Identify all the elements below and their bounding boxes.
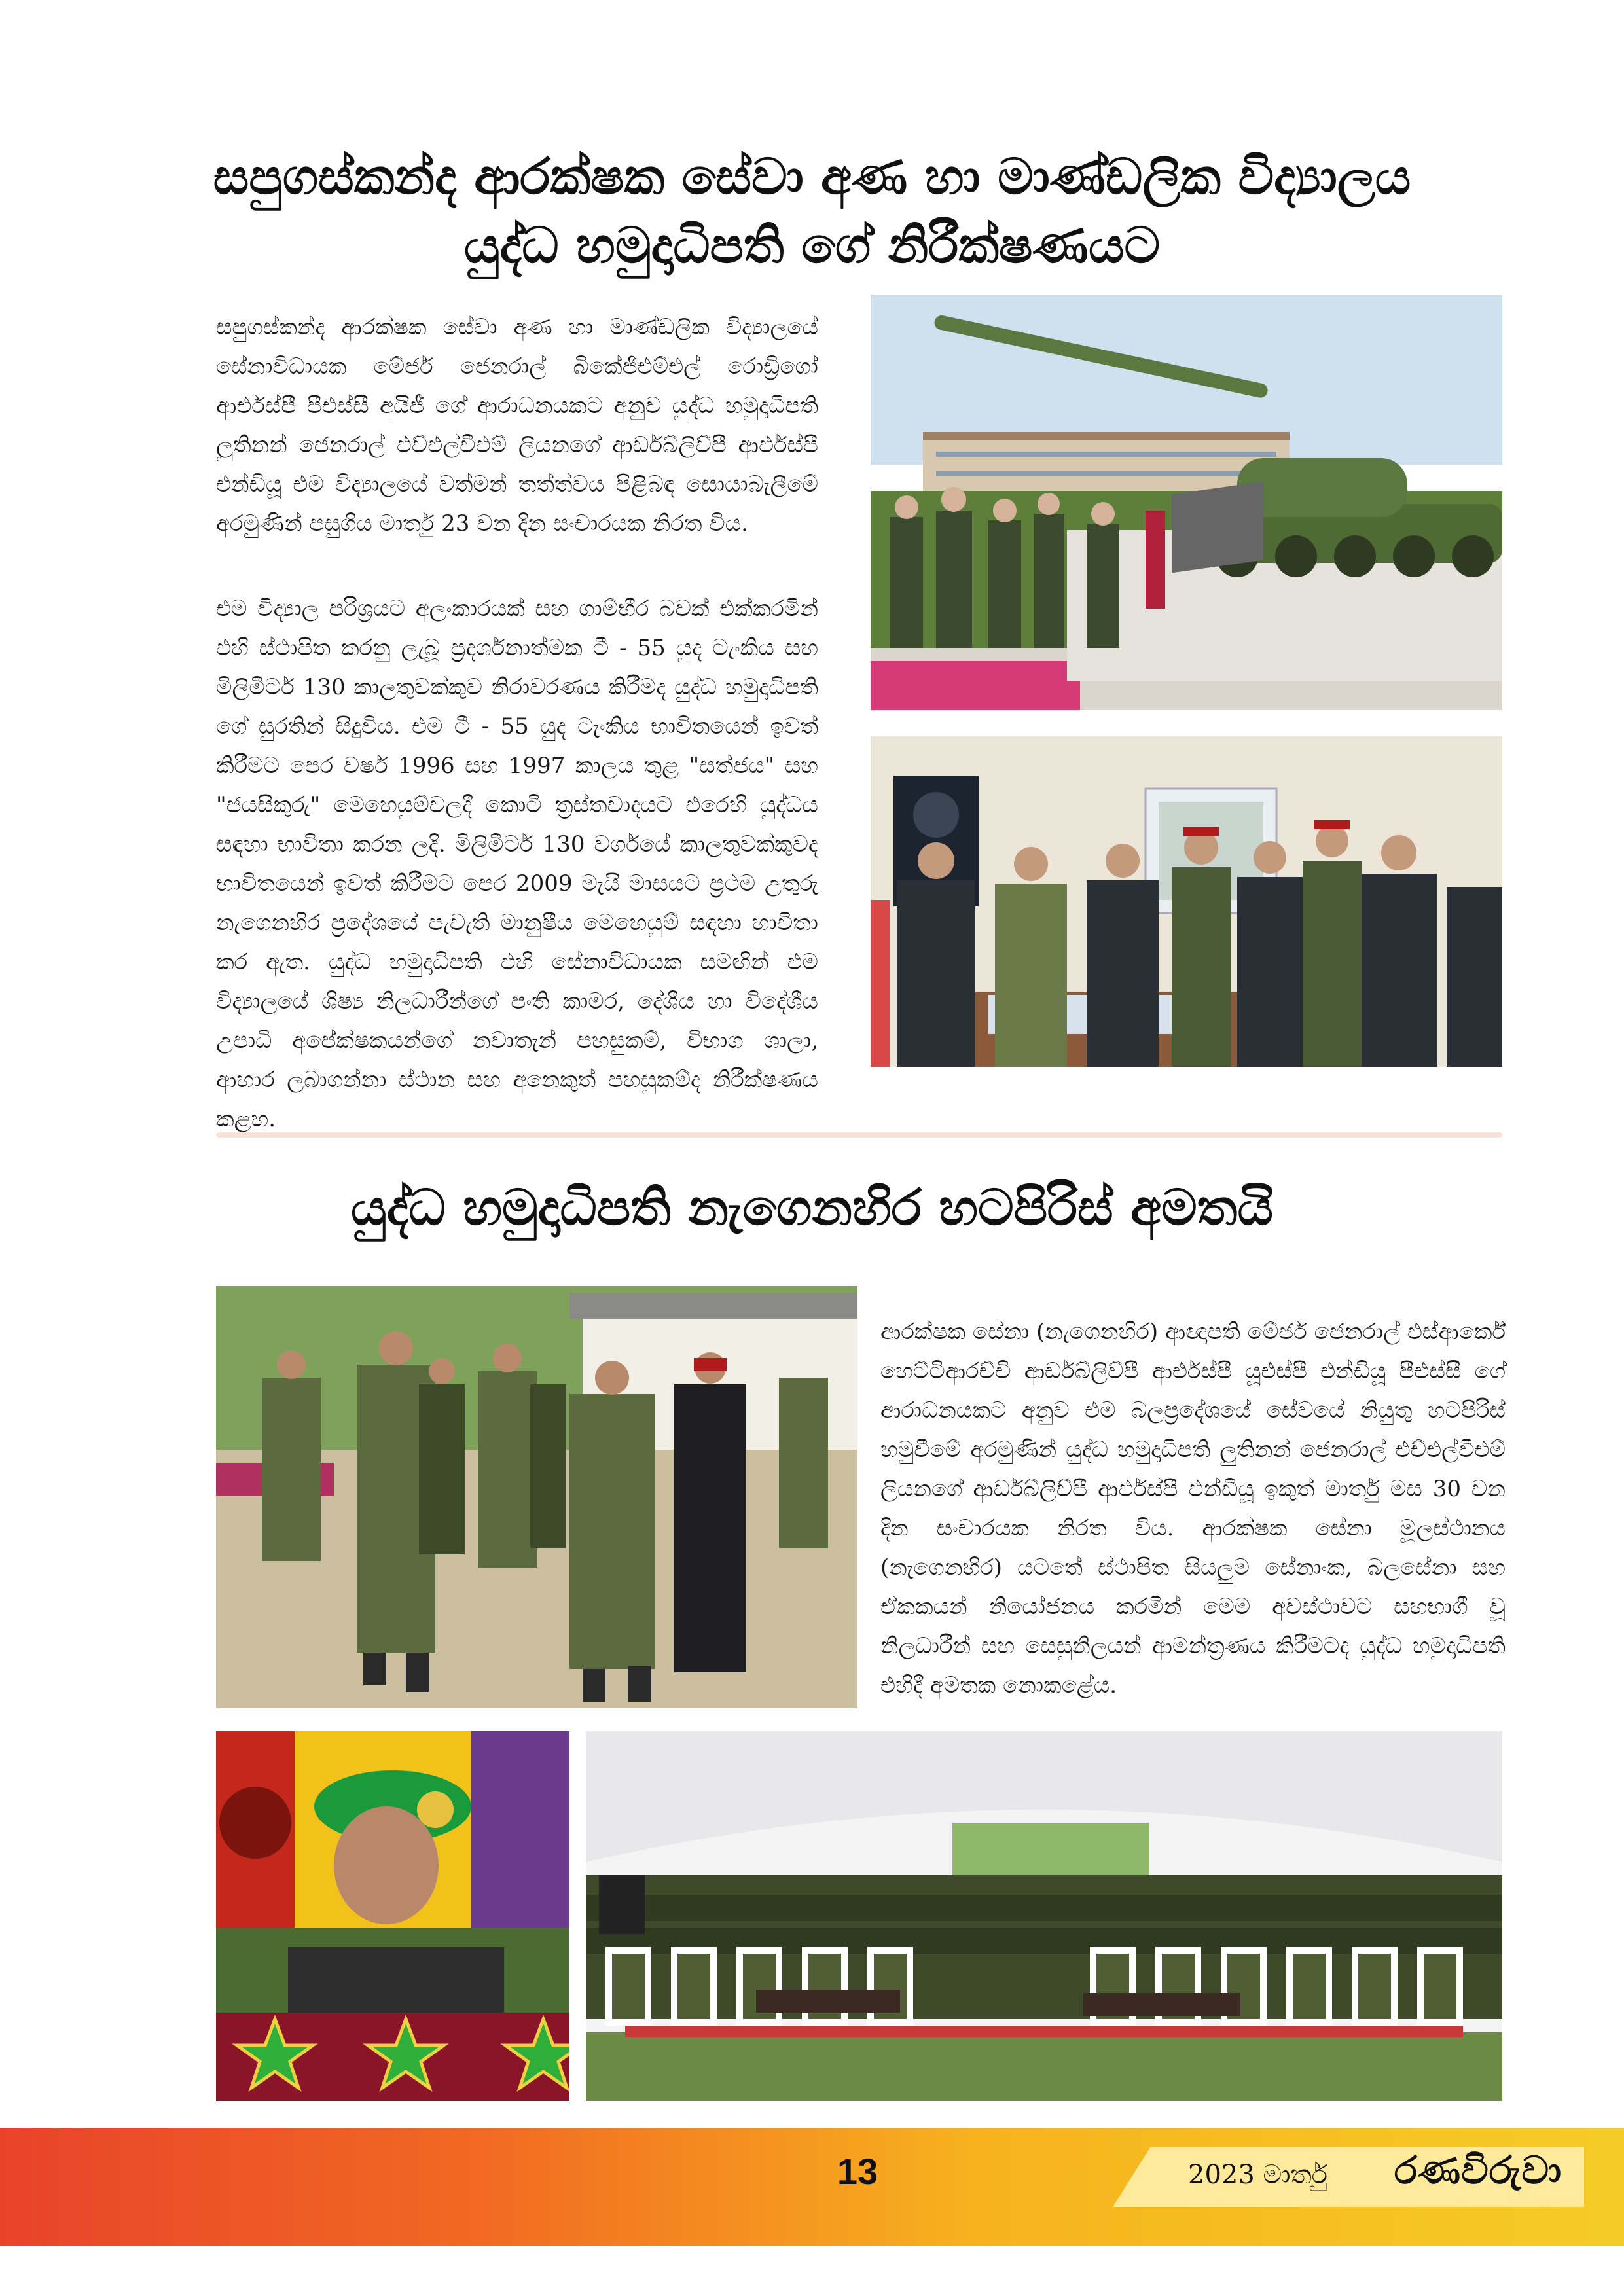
article2-title: යුද්ධ හමුදාධිපති නැගෙනහිර හටපිරිස් අමතයි — [351, 1178, 1273, 1236]
page-number: 13 — [837, 2151, 878, 2192]
article1-title-line2: යුද්ධ හමුදාධිපති ගේ නිරීක්ෂණයට — [463, 216, 1161, 274]
article1-paragraph2: එම විද්‍යාල පරිශ්‍රයට අලංකාරයක් සහ ගාම්භීර බවක් එක්කරමින් එහි ස්ථාපිත කරනු ලැබූ ප්‍රදර්ශනාත්මක ටී - 55 යුද ටැංකිය සහ මිලිමීටර් 130 කාලතුවක්කුව නිරාවරණය කිරීමද යුද්ධ හමුදාධිපති ගේ සුරතින් සිදුවිය. එම ටී - 55 යුද ටැංකිය භාවිතයෙන් ඉවත් කිරීමට පෙර වර්ෂ 1996 සහ 1997 කාලය තුළ "සත්ජය" සහ "ජයසිකුරු" මෙහෙයුම්වලදී කොටි ත්‍රස්තවාදයට එරෙහි යුද්ධය සඳහා භාවිතා කරන ලදි. මිලිමීටර් 130 වර්ගයේ කාලතුවක්කුවද භාවිතයෙන් ඉවත් කිරීමට පෙර 2009 මැයි මාසයට ප්‍රථම උතුරු නැගෙනහිර ප්‍රදේශයේ පැවැති මානුෂීය මෙහෙයුම් සඳහා භාවිතා කර ඇත. යුද්ධ හමුදාධිපති එහි සේනාවිධායක සමඟින් එම විද්‍යාලයේ ශිෂ්‍ය නිලධාරීන්ගේ පංති කාමර, දේශීය හා විදේශීය උපාධි අපේක්ෂකයන්ගේ නවාතැන් පහසුකම්, විභාග ශාලා, ආහාර ලබාගන්නා ස්ථාන සහ අනෙකුත් පහසුකම්ද නිරීක්ෂණය කළහ. — [216, 596, 818, 1132]
commander-speech-photo — [216, 1731, 569, 2101]
tank-unveiling-photo — [871, 295, 1502, 710]
section-divider — [216, 1132, 1502, 1138]
troops-assembly-photo — [586, 1731, 1502, 2101]
commander-arrival-photo — [216, 1286, 857, 1708]
article1-paragraph1: සපුගස්කන්ද ආරක්ෂක සේවා අණ හා මාණ්ඩලික විද්‍යාලයේ සේනාවිධායක මේජර් ජෙනරාල් බිකේජිඑම්එල් රොඩ්‍රිගෝ ආර්එස්පී පීඑස්සී අයිජී ගේ ආරාධනයකට අනුව යුද්ධ හමුදාධිපති ලුතිනන් ජෙනරාල් එච්එල්වීඑම් ලියනගේ ආර්ඩබ්ලිව්පී ආර්එස්පී එන්ඩියූ එම විද්‍යාලයේ වත්මන් තත්ත්වය පිළිබඳ සොයාබැලීමේ අරමුණින් පසුගිය මාර්තු 23 වන දින සංචාරයක නිරත විය. — [216, 314, 818, 537]
magazine-logo: රණවිරුවා — [1394, 2148, 1562, 2193]
issue-date: 2023 මාර්තු — [1188, 2160, 1328, 2190]
article1-title-line1: සපුගස්කන්ද ආරක්ෂක සේවා අණ හා මාණ්ඩලික විද්‍යාලය — [213, 147, 1411, 206]
article2-paragraph1: ආරක්ෂක සේනා (නැගෙනහිර) ආඥාපති මේජර් ජෙනරාල් එස්ආර්කේ හෙට්ටිආරච්චි ආර්ඩබ්ලිව්පී ආර්එස්පී යූඑස්පී එන්ඩියූ පීඑස්සී ගේ ආරාධනයකට අනුව එම බලප්‍රදේශයේ සේවයේ නියුතු හටපිරිස් හමුවීමේ අරමුණින් යුද්ධ හමුදාධිපති ලුතිනන් ජෙනරාල් එච්එල්වීඑම් ලියනගේ ආර්ඩබ්ලිව්පී ආර්එස්පී එන්ඩියූ ඉකුත් මාර්තු මස 30 වන දින සංචාරයක නිරත විය. ආරක්ෂක සේනා මූලස්ථානය (නැගෙනහිර) යටතේ ස්ථාපිත සියලුම සේනාංක, බලසේනා සහ ඒකකයන් නියෝජනය කරමින් මෙම අවස්ථාවට සහභාගී වූ නිලධාරීන් සහ සෙසුනිලයන් ආමන්ත්‍රණය කිරීමටද යුද්ධ හමුදාධිපති එහිදී අමතක නොකළේය. — [880, 1319, 1506, 1698]
office-visit-photo — [871, 736, 1502, 1067]
